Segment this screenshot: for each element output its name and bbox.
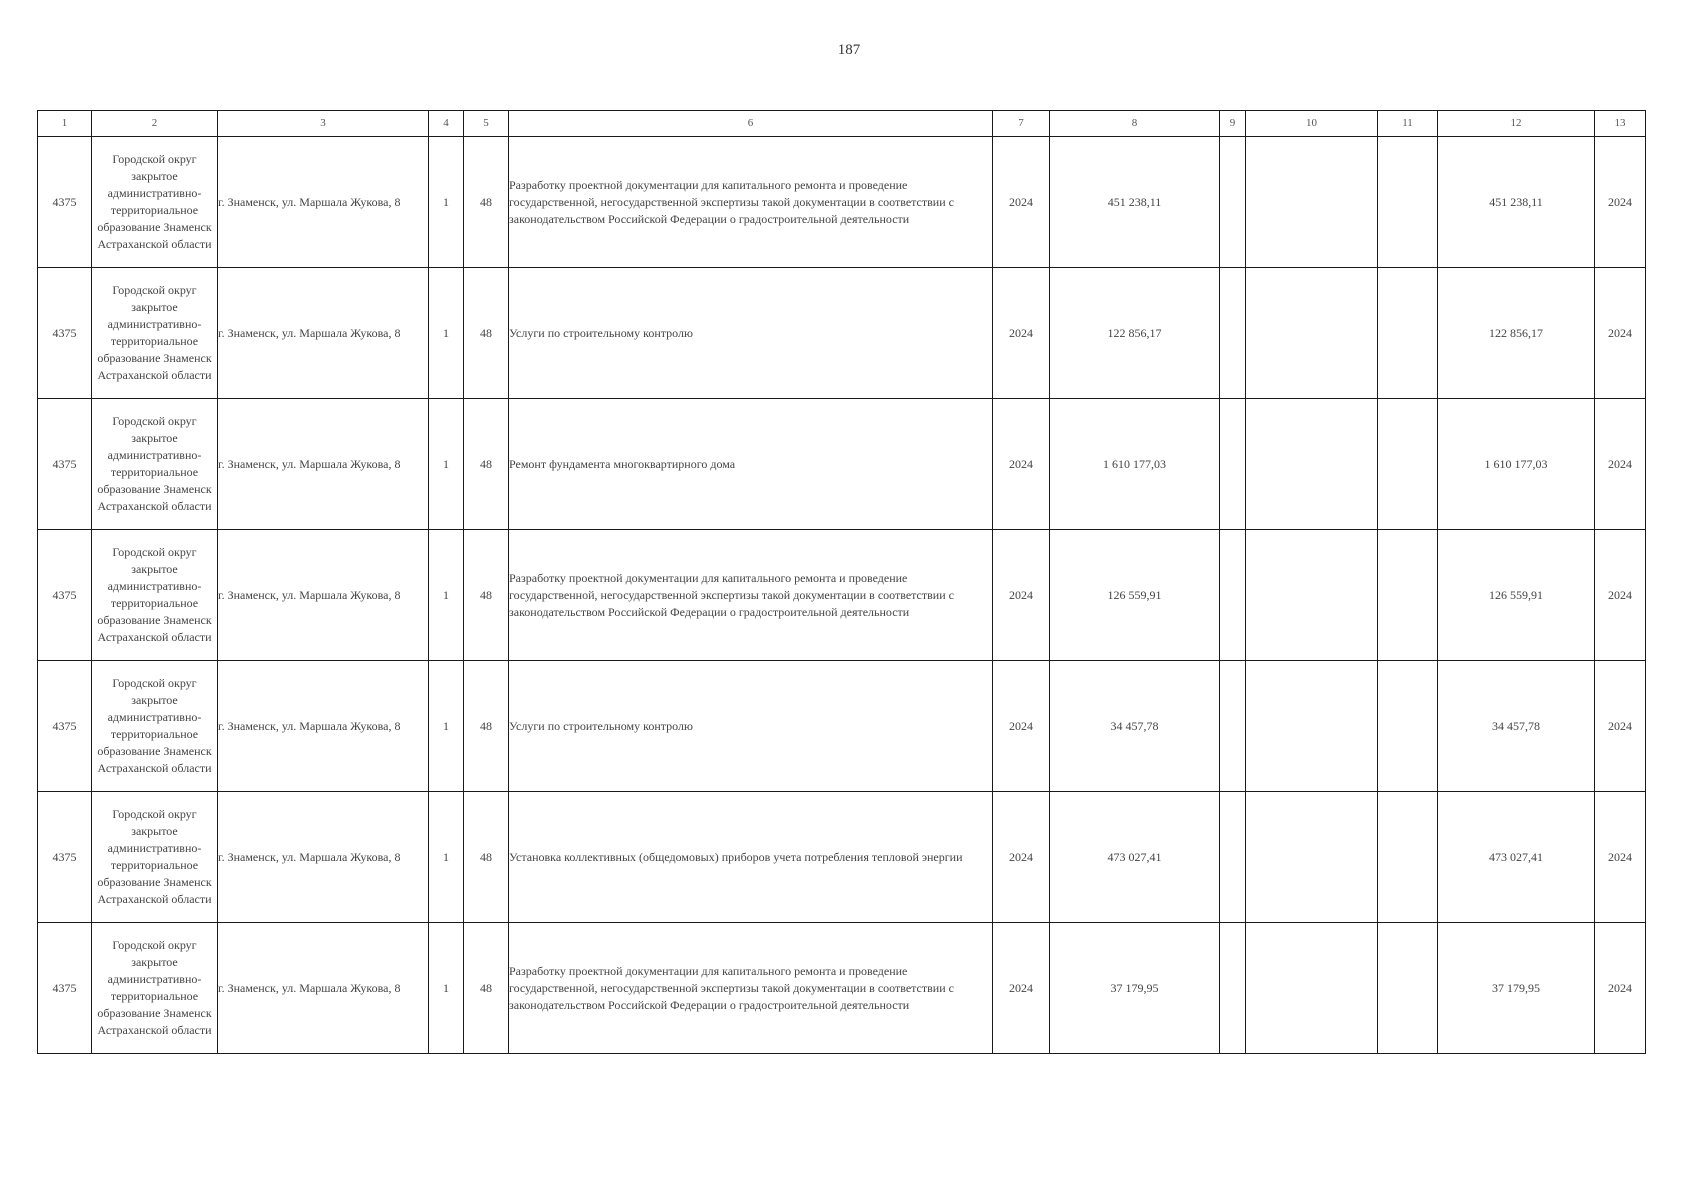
cell-col11 bbox=[1378, 137, 1438, 268]
cell-year-end: 2024 bbox=[1595, 268, 1646, 399]
cell-cost-total: 122 856,17 bbox=[1438, 268, 1595, 399]
cell-col10 bbox=[1246, 399, 1378, 530]
column-header-10: 10 bbox=[1246, 111, 1378, 137]
cell-col11 bbox=[1378, 268, 1438, 399]
cell-municipality bbox=[92, 530, 218, 661]
column-header-2: 2 bbox=[92, 111, 218, 137]
table-row bbox=[38, 268, 1646, 399]
cell-col11 bbox=[1378, 399, 1438, 530]
cell-cost: 126 559,91 bbox=[1050, 530, 1220, 661]
cell-index: 4375 bbox=[38, 530, 92, 661]
cell-cost: 473 027,41 bbox=[1050, 792, 1220, 923]
municipality-text: Городской округ закрытое административно-территориальное образование Знаменск Астраханской области bbox=[97, 283, 212, 382]
column-header-7: 7 bbox=[993, 111, 1050, 137]
cell-index: 4375 bbox=[38, 399, 92, 530]
cell-cost-total: 37 179,95 bbox=[1438, 923, 1595, 1054]
cell-work-type: Установка коллективных (общедомовых) приборов учета потребления тепловой энергии bbox=[509, 792, 993, 923]
cell-index: 4375 bbox=[38, 661, 92, 792]
cell-col10 bbox=[1246, 792, 1378, 923]
cell-year: 2024 bbox=[993, 137, 1050, 268]
cell-col4: 1 bbox=[429, 268, 464, 399]
cell-cost: 122 856,17 bbox=[1050, 268, 1220, 399]
cell-col5: 48 bbox=[464, 792, 509, 923]
cell-col4: 1 bbox=[429, 137, 464, 268]
cell-col4: 1 bbox=[429, 792, 464, 923]
cell-index: 4375 bbox=[38, 268, 92, 399]
municipality-text: Городской округ закрытое административно-территориальное образование Знаменск Астраханской области bbox=[97, 938, 212, 1037]
cell-year-end: 2024 bbox=[1595, 792, 1646, 923]
cell-year: 2024 bbox=[993, 923, 1050, 1054]
cell-address: г. Знаменск, ул. Маршала Жукова, 8 bbox=[218, 923, 429, 1054]
cell-col4: 1 bbox=[429, 661, 464, 792]
column-header-5: 5 bbox=[464, 111, 509, 137]
cell-index: 4375 bbox=[38, 137, 92, 268]
works-table bbox=[37, 110, 1646, 1054]
cell-index: 4375 bbox=[38, 792, 92, 923]
cell-work-type: Разработку проектной документации для капитального ремонта и проведение государственной, негосударственной экспертизы такой документации в соответствии с законодательством Российской Федерации о градостроительной деятельности bbox=[509, 137, 993, 268]
cell-cost-total: 34 457,78 bbox=[1438, 661, 1595, 792]
cell-col9 bbox=[1220, 661, 1246, 792]
cell-col5: 48 bbox=[464, 661, 509, 792]
cell-address: г. Знаменск, ул. Маршала Жукова, 8 bbox=[218, 268, 429, 399]
cell-col9 bbox=[1220, 137, 1246, 268]
table-row bbox=[38, 661, 1646, 792]
column-header-6: 6 bbox=[509, 111, 993, 137]
cell-col5: 48 bbox=[464, 137, 509, 268]
column-header-8: 8 bbox=[1050, 111, 1220, 137]
column-header-9: 9 bbox=[1220, 111, 1246, 137]
cell-year: 2024 bbox=[993, 792, 1050, 923]
cell-year: 2024 bbox=[993, 399, 1050, 530]
cell-col9 bbox=[1220, 530, 1246, 661]
municipality-text: Городской округ закрытое административно-территориальное образование Знаменск Астраханской области bbox=[97, 152, 212, 251]
table-body bbox=[38, 137, 1646, 1054]
cell-col9 bbox=[1220, 399, 1246, 530]
table-row bbox=[38, 137, 1646, 268]
cell-cost-total: 126 559,91 bbox=[1438, 530, 1595, 661]
municipality-text: Городской округ закрытое административно-территориальное образование Знаменск Астраханской области bbox=[97, 676, 212, 775]
cell-col9 bbox=[1220, 792, 1246, 923]
cell-work-type: Разработку проектной документации для капитального ремонта и проведение государственной, негосударственной экспертизы такой документации в соответствии с законодательством Российской Федерации о градостроительной деятельности bbox=[509, 923, 993, 1054]
cell-work-type: Услуги по строительному контролю bbox=[509, 661, 993, 792]
cell-col11 bbox=[1378, 661, 1438, 792]
municipality-text: Городской округ закрытое административно-территориальное образование Знаменск Астраханской области bbox=[97, 545, 212, 644]
cell-col5: 48 bbox=[464, 923, 509, 1054]
cell-cost-total: 451 238,11 bbox=[1438, 137, 1595, 268]
column-header-4: 4 bbox=[429, 111, 464, 137]
cell-col10 bbox=[1246, 530, 1378, 661]
cell-col4: 1 bbox=[429, 530, 464, 661]
cell-col5: 48 bbox=[464, 268, 509, 399]
cell-municipality bbox=[92, 661, 218, 792]
cell-address: г. Знаменск, ул. Маршала Жукова, 8 bbox=[218, 137, 429, 268]
cell-municipality bbox=[92, 399, 218, 530]
cell-year: 2024 bbox=[993, 661, 1050, 792]
cell-col4: 1 bbox=[429, 399, 464, 530]
municipality-text: Городской округ закрытое административно-территориальное образование Знаменск Астраханской области bbox=[97, 807, 212, 906]
column-header-3: 3 bbox=[218, 111, 429, 137]
cell-year-end: 2024 bbox=[1595, 530, 1646, 661]
cell-year: 2024 bbox=[993, 268, 1050, 399]
cell-cost-total: 1 610 177,03 bbox=[1438, 399, 1595, 530]
cell-cost: 1 610 177,03 bbox=[1050, 399, 1220, 530]
cell-year-end: 2024 bbox=[1595, 137, 1646, 268]
cell-col11 bbox=[1378, 530, 1438, 661]
cell-municipality bbox=[92, 137, 218, 268]
cell-municipality bbox=[92, 792, 218, 923]
cell-col10 bbox=[1246, 137, 1378, 268]
cell-address: г. Знаменск, ул. Маршала Жукова, 8 bbox=[218, 792, 429, 923]
column-header-11: 11 bbox=[1378, 111, 1438, 137]
cell-col4: 1 bbox=[429, 923, 464, 1054]
cell-work-type: Разработку проектной документации для капитального ремонта и проведение государственной, негосударственной экспертизы такой документации в соответствии с законодательством Российской Федерации о градостроительной деятельности bbox=[509, 530, 993, 661]
cell-address: г. Знаменск, ул. Маршала Жукова, 8 bbox=[218, 530, 429, 661]
municipality-text: Городской округ закрытое административно-территориальное образование Знаменск Астраханской области bbox=[97, 414, 212, 513]
cell-index: 4375 bbox=[38, 923, 92, 1054]
cell-year-end: 2024 bbox=[1595, 399, 1646, 530]
column-header-1: 1 bbox=[38, 111, 92, 137]
cell-municipality bbox=[92, 923, 218, 1054]
cell-address: г. Знаменск, ул. Маршала Жукова, 8 bbox=[218, 661, 429, 792]
table-row bbox=[38, 530, 1646, 661]
cell-year: 2024 bbox=[993, 530, 1050, 661]
cell-cost-total: 473 027,41 bbox=[1438, 792, 1595, 923]
header-row bbox=[38, 111, 1646, 137]
cell-col10 bbox=[1246, 661, 1378, 792]
table-row bbox=[38, 399, 1646, 530]
cell-col10 bbox=[1246, 923, 1378, 1054]
cell-col9 bbox=[1220, 268, 1246, 399]
page-number: 187 bbox=[837, 42, 861, 58]
table-row bbox=[38, 792, 1646, 923]
cell-work-type: Ремонт фундамента многоквартирного дома bbox=[509, 399, 993, 530]
cell-col9 bbox=[1220, 923, 1246, 1054]
cell-col5: 48 bbox=[464, 399, 509, 530]
cell-work-type: Услуги по строительному контролю bbox=[509, 268, 993, 399]
table-row bbox=[38, 923, 1646, 1054]
cell-cost: 37 179,95 bbox=[1050, 923, 1220, 1054]
cell-cost: 451 238,11 bbox=[1050, 137, 1220, 268]
cell-col11 bbox=[1378, 923, 1438, 1054]
cell-address: г. Знаменск, ул. Маршала Жукова, 8 bbox=[218, 399, 429, 530]
cell-cost: 34 457,78 bbox=[1050, 661, 1220, 792]
cell-year-end: 2024 bbox=[1595, 661, 1646, 792]
cell-municipality bbox=[92, 268, 218, 399]
column-header-12: 12 bbox=[1438, 111, 1595, 137]
cell-col10 bbox=[1246, 268, 1378, 399]
cell-col5: 48 bbox=[464, 530, 509, 661]
cell-col11 bbox=[1378, 792, 1438, 923]
cell-year-end: 2024 bbox=[1595, 923, 1646, 1054]
column-header-13: 13 bbox=[1595, 111, 1646, 137]
